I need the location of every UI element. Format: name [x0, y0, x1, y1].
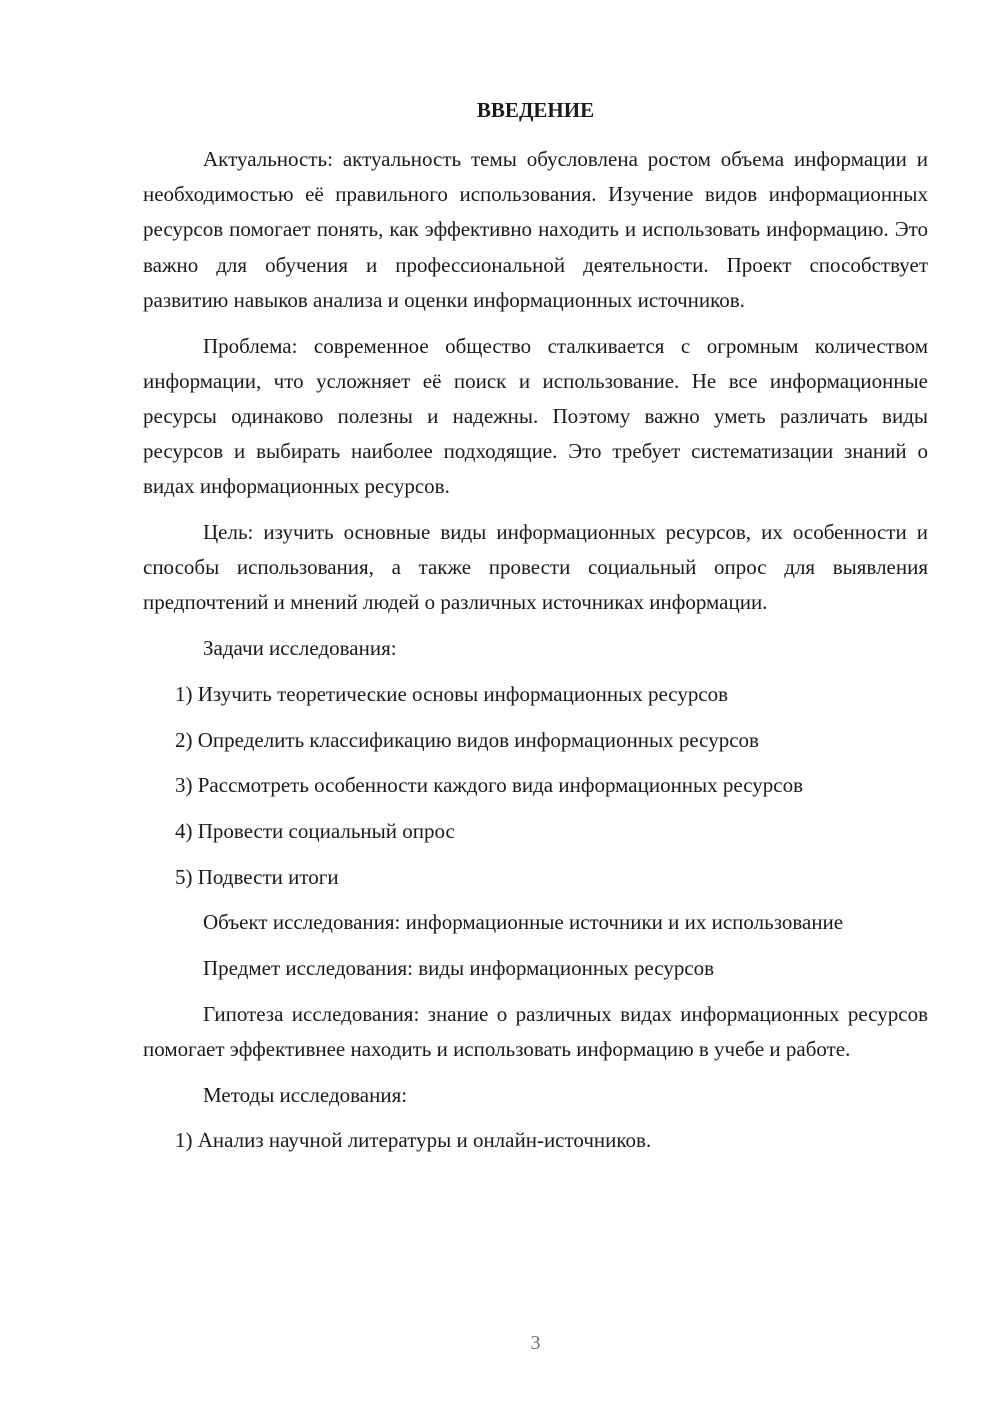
- task-item: 2) Определить классификацию видов информационных ресурсов: [175, 727, 759, 752]
- document-page: [143, 0, 928, 1414]
- goal-paragraph: Цель: изучить основные виды информационных ресурсов, их особенности и способы использования, а также провести социальный опрос для выявления предпочтений и мнений людей о различных источниках информации.: [143, 520, 928, 615]
- task-item: 5) Подвести итоги: [175, 864, 339, 889]
- hypothesis-paragraph: Гипотеза исследования: знание о различных видах информационных ресурсов помогает эффективнее находить и использовать информацию в учебе и работе.: [143, 1001, 928, 1061]
- document-body: [143, 142, 928, 1169]
- page-title: ВВЕДЕНИЕ: [476, 98, 595, 122]
- methods-heading: Методы исследования:: [203, 1082, 408, 1107]
- object-paragraph: Объект исследования: информационные источники и их использование: [203, 910, 844, 935]
- task-item: 4) Провести социальный опрос: [175, 818, 455, 843]
- task-item: 1) Изучить теоретические основы информационных ресурсов: [175, 681, 729, 706]
- tasks-heading: Задачи исследования:: [203, 636, 397, 661]
- task-item: 3) Рассмотреть особенности каждого вида информационных ресурсов: [175, 773, 804, 798]
- method-item: 1) Анализ научной литературы и онлайн-источников.: [175, 1128, 652, 1153]
- page-number: 3: [530, 1332, 541, 1354]
- problem-paragraph: Проблема: современное общество сталкивается с огромным количеством информации, что усложняет её поиск и использование. Не все информационные ресурсы одинаково полезны и надежны. Поэтому важно уметь различать виды ресурсов и выбирать наиболее подходящие. Это требует систематизации знаний о видах информационных ресурсов.: [143, 333, 928, 499]
- subject-paragraph: Предмет исследования: виды информационных ресурсов: [203, 956, 715, 981]
- relevance-paragraph: Актуальность: актуальность темы обусловлена ростом объема информации и необходимостью её правильного использования. Изучение видов информационных ресурсов помогает понять, как эффективно находить и использовать информацию. Это важно для обучения и профессиональной деятельности. Проект способствует развитию навыков анализа и оценки информационных источников.: [143, 147, 928, 312]
